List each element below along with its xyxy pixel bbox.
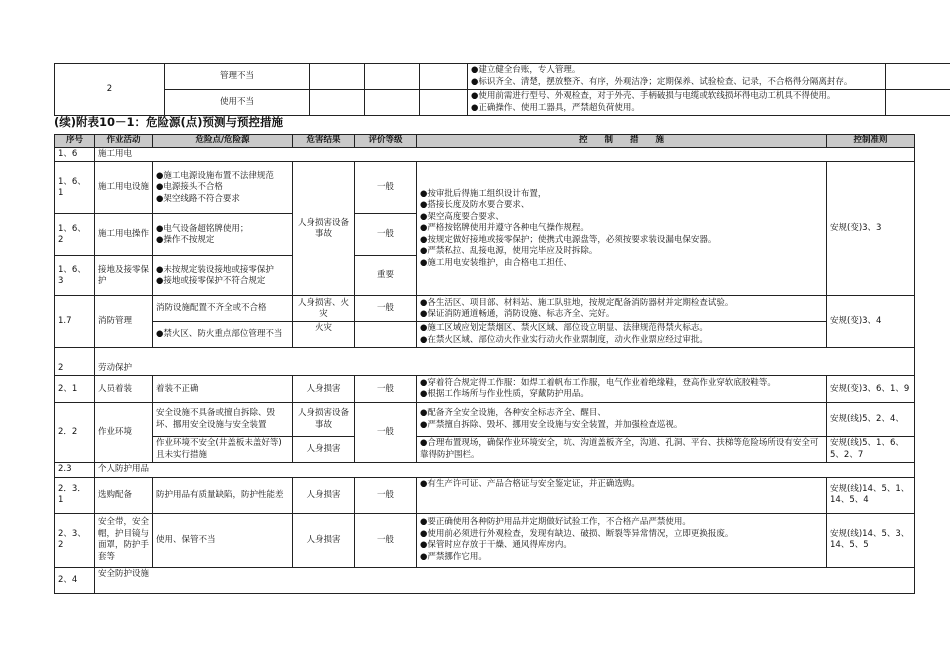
measures-cell: ●按审批后得施工组织设计布置， ●搭接长度及防水要合要求、 ●架空高度要合要求、 ●严格按铭牌使用并遵守各种电气操作规程。 ●按规定做好接地或接零保护；使携式电源盘等，必须按要求装设漏电保安器。 ●严禁私拉、乱接电源，使用完毕应及时拆除。 ●施工用电安装维护，由合格电工担任、: [417, 162, 827, 296]
section-name: 劳动保护: [95, 348, 915, 376]
table-row: [55, 90, 950, 116]
continuation-table: [54, 63, 950, 116]
table-row: [55, 322, 915, 348]
measures-cell: ●要正确使用各种防护用品并定期做好试验工作，不合格产品严禁使用。 ●使用前必须进行外观检查，发现有缺边、破损、断裂等异常情况，立即更换报废。 ●保管时应存放于干燥、通风得库房内。 ●严禁挪作它用。: [417, 513, 827, 567]
header-measures: 控 制 措 施: [417, 135, 827, 148]
criterion-cell: 安规(线)14、5、3、14、5、5: [827, 513, 915, 567]
criterion-cell: 安规(变)3、6、1、9: [827, 376, 915, 403]
criterion-cell: 安规(变)3、4: [827, 296, 915, 348]
level-cell: 一般: [355, 296, 417, 322]
level-cell: 一般: [355, 403, 417, 463]
empty-cell: [365, 64, 420, 90]
header-result: 危害结果: [293, 135, 355, 148]
result-cell: 人身损害、火灾: [293, 296, 355, 322]
header-activity: 作业活动: [95, 135, 153, 148]
table-row: [55, 376, 915, 403]
empty-cell: [420, 64, 468, 90]
measures-cell: ●建立健全台账，专人管理。 ●标识齐全、清楚，摆放整齐、有序，外观洁净；定期保养、试验检查、记录，不合格得分隔离封存。: [468, 64, 886, 90]
hazard-cell: 防护用品有质量缺陷，防护性能差: [153, 477, 293, 513]
hazard-cell: 着装不正确: [153, 376, 293, 403]
level-cell: 一般: [355, 162, 417, 214]
empty-cell: [886, 90, 950, 116]
table-header-row: [55, 135, 915, 148]
hazard-table: [54, 134, 915, 594]
section-row: [55, 567, 915, 593]
activity-cell: 作业环境: [95, 403, 153, 463]
header-criterion: 控制准则: [827, 135, 915, 148]
hazard-cell: 作业环境不安全(井盖板未盖好等)且未实行措施: [153, 437, 293, 463]
table-row: [55, 296, 915, 322]
section-seq: 2、4: [55, 567, 95, 593]
table-row: [55, 477, 915, 513]
section-row: [55, 148, 915, 162]
seq-cell: 2、3、2: [55, 513, 95, 567]
activity-cell: 接地及接零保护: [95, 256, 153, 296]
section-seq: 2: [55, 348, 95, 376]
table-row: [55, 513, 915, 567]
seq-cell: 1、6、2: [55, 214, 95, 256]
hazard-cell: 使用不当: [165, 90, 310, 116]
level-cell: 一般: [355, 214, 417, 256]
page-title: (续)附表10－1：危险源(点)预测与预控措施: [54, 115, 284, 129]
level-cell: 一般: [355, 477, 417, 513]
hazard-cell: ●施工电源设施布置不法律规范 ●电源接头不合格 ●架空线路不符合要求: [153, 162, 293, 214]
measures-cell: ●使用前需进行型号、外观检查，对于外壳、手柄破损与电缆或软线损坏得电动工机具不得使用。 ●正确操作、使用工器具，严禁超负荷使用。: [468, 90, 886, 116]
result-cell: 人身损害: [293, 376, 355, 403]
empty-cell: [365, 90, 420, 116]
seq-cell: 2: [55, 64, 165, 116]
criterion-cell: 安规(线)14、5、1、14、5、4: [827, 477, 915, 513]
hazard-cell: ●未按规定装设接地或接零保护 ●接地或接零保护不符合规定: [153, 256, 293, 296]
hazard-cell: 使用、保管不当: [153, 513, 293, 567]
measures-cell: ●配备齐全安全设施，各种安全标志齐全、醒目、 ●严禁擅自拆除、毁坏、挪用安全设施与安全装置，并加强检查巡视。: [417, 403, 827, 437]
activity-cell: 安全带，安全帽，护目镜与面罩，防护手套等: [95, 513, 153, 567]
section-name: 安全防护设施: [95, 567, 915, 593]
activity-cell: 人员着装: [95, 376, 153, 403]
section-name: 施工用电: [95, 148, 915, 162]
section-name: 个人防护用品: [95, 463, 915, 477]
hazard-cell: ●禁火区、防火重点部位管理不当: [153, 322, 293, 348]
activity-cell: 施工用电设施: [95, 162, 153, 214]
result-cell: 人身损害设备事故: [293, 403, 355, 437]
seq-cell: 1、6、3: [55, 256, 95, 296]
empty-cell: [310, 90, 365, 116]
level-cell: [355, 322, 417, 348]
seq-cell: 2．3．1: [55, 477, 95, 513]
section-seq: 2.3: [55, 463, 95, 477]
level-cell: 重要: [355, 256, 417, 296]
result-cell: 人身损害: [293, 513, 355, 567]
hazard-cell: 管理不当: [165, 64, 310, 90]
criterion-cell: 安规(线)5、1、6、5、2、7: [827, 437, 915, 463]
measures-cell: ●有生产许可证、产品合格证与安全鉴定证，并正确选购。: [417, 477, 827, 513]
seq-cell: 1.7: [55, 296, 95, 348]
measures-cell: ●穿着符合规定得工作服：如焊工着帆布工作服，电气作业着绝缘鞋，登高作业穿软底胶鞋等。 ●根据工作场所与作业性质，穿戴防护用品。: [417, 376, 827, 403]
activity-cell: 消防管理: [95, 296, 153, 348]
result-cell: 人身损害: [293, 477, 355, 513]
section-row: [55, 463, 915, 477]
header-level: 评价等级: [355, 135, 417, 148]
result-cell: 火灾: [293, 322, 355, 348]
hazard-cell: 安全设施不具备或擅自拆除、毁坏、挪用安全设施与安全装置: [153, 403, 293, 437]
measures-cell: ●施工区域应划定禁烟区、禁火区域、部位设立明显、法律规范得禁火标志。 ●在禁火区域、部位动火作业实行动火作业票制度，动火作业票应经过审批。: [417, 322, 827, 348]
seq-cell: 2．2: [55, 403, 95, 463]
measures-cell: ●各生活区、项目部、材料站、施工队驻地，按规定配备消防器材并定期检查试验。 ●保证消防通道畅通，消防设施、标志齐全、完好。: [417, 296, 827, 322]
section-row: [55, 348, 915, 376]
criterion-cell: 安规(线)5、2、4、: [827, 403, 915, 437]
measures-cell: ●合理布置现场，确保作业环境安全，坑、沟道盖板齐全，沟道、孔洞、平台、扶梯等危险场所设有安全可靠得防护围栏。: [417, 437, 827, 463]
header-hazard: 危险点/危险源: [153, 135, 293, 148]
hazard-cell: ●电气设备超铭牌使用； ●操作不按规定: [153, 214, 293, 256]
activity-cell: 施工用电操作: [95, 214, 153, 256]
table-row: [55, 437, 915, 463]
result-cell: 人身损害: [293, 437, 355, 463]
empty-cell: [420, 90, 468, 116]
empty-cell: [886, 64, 950, 90]
table-row: [55, 403, 915, 437]
activity-cell: 选购配备: [95, 477, 153, 513]
seq-cell: 2、1: [55, 376, 95, 403]
table-row: [55, 162, 915, 214]
seq-cell: 1、6、1: [55, 162, 95, 214]
result-cell: 人身损害设备事故: [293, 162, 355, 296]
hazard-cell: 消防设施配置不齐全或不合格: [153, 296, 293, 322]
empty-cell: [310, 64, 365, 90]
level-cell: 一般: [355, 513, 417, 567]
section-seq: 1、6: [55, 148, 95, 162]
header-seq: 序号: [55, 135, 95, 148]
table-row: [55, 64, 950, 90]
level-cell: 一般: [355, 376, 417, 403]
criterion-cell: 安规(变)3、3: [827, 162, 915, 296]
